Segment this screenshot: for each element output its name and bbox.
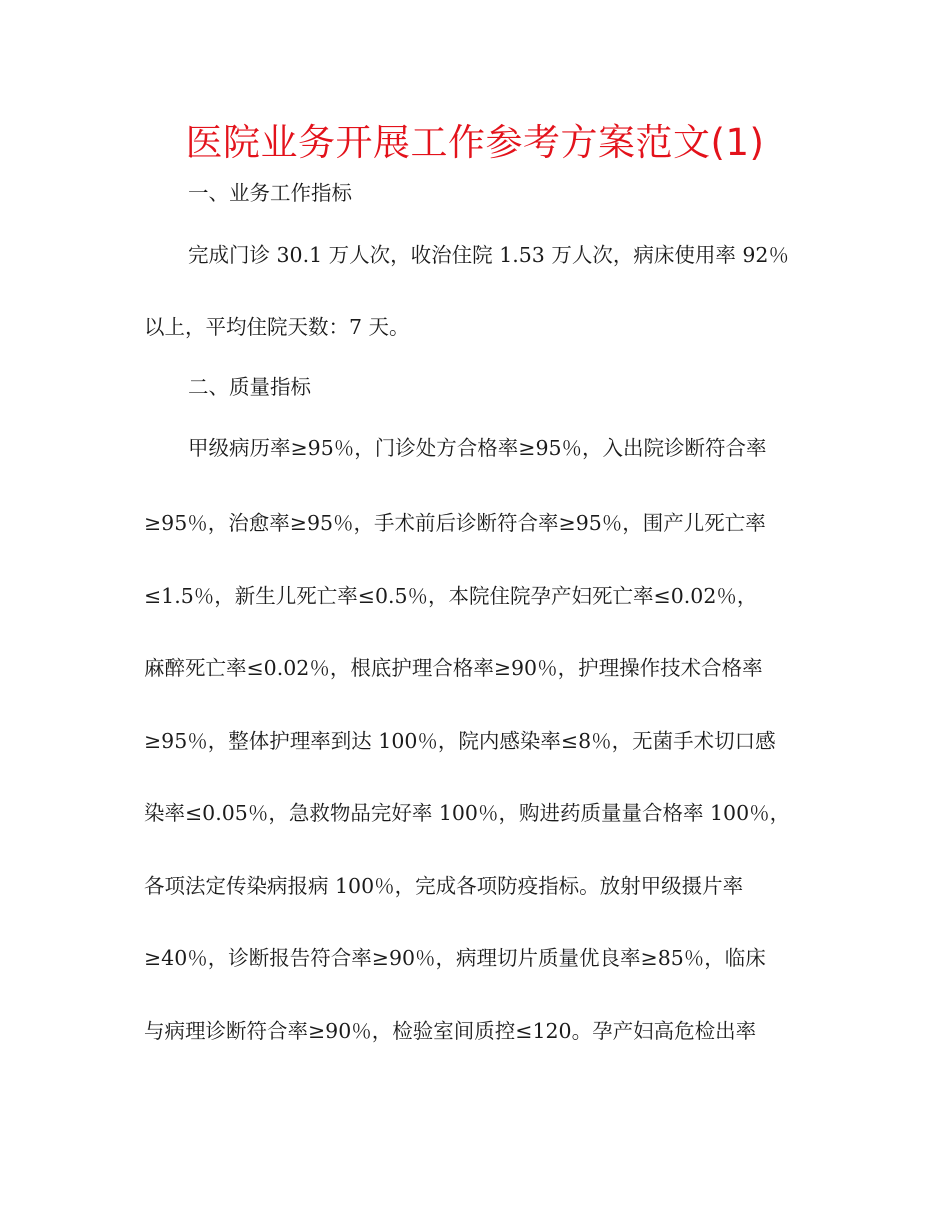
paragraph-line: ≥40％，诊断报告符合率≥90％，病理切片质量优良率≥85％，临床 (144, 946, 766, 970)
paragraph-line: 染率≤0.05％，急救物品完好率 100％，购进药质量量合格率 100％， (144, 801, 791, 825)
paragraph-line: 甲级病历率≥95％，门诊处方合格率≥95％，入出院诊断符合率 (188, 436, 767, 460)
paragraph-line: ≥95％，治愈率≥95％，手术前后诊断符合率≥95％，围产儿死亡率 (144, 511, 766, 535)
paragraph-line: 与病理诊断符合率≥90％，检验室间质控≤120。孕产妇高危检出率 (144, 1019, 757, 1043)
paragraph-line: ≤1.5％，新生儿死亡率≤0.5％，本院住院孕产妇死亡率≤0.02％， (144, 584, 758, 608)
paragraph-line: ≥95％，整体护理率到达 100％，院内感染率≤8％，无菌手术切口感 (144, 729, 776, 753)
document-title: 医院业务开展工作参考方案范文(1) (185, 121, 765, 164)
paragraph-line: 麻醉死亡率≤0.02％，根底护理合格率≥90％，护理操作技术合格率 (144, 656, 763, 680)
paragraph-line: 以上，平均住院天数：7 天。 (144, 315, 410, 339)
section-heading-business: 一、业务工作指标 (188, 181, 352, 205)
paragraph-line: 完成门诊 30.1 万人次，收治住院 1.53 万人次，病床使用率 92％ (188, 243, 789, 267)
paragraph-line: 各项法定传染病报病 100％，完成各项防疫指标。放射甲级摄片率 (144, 874, 744, 898)
section-heading-quality: 二、质量指标 (188, 375, 311, 399)
